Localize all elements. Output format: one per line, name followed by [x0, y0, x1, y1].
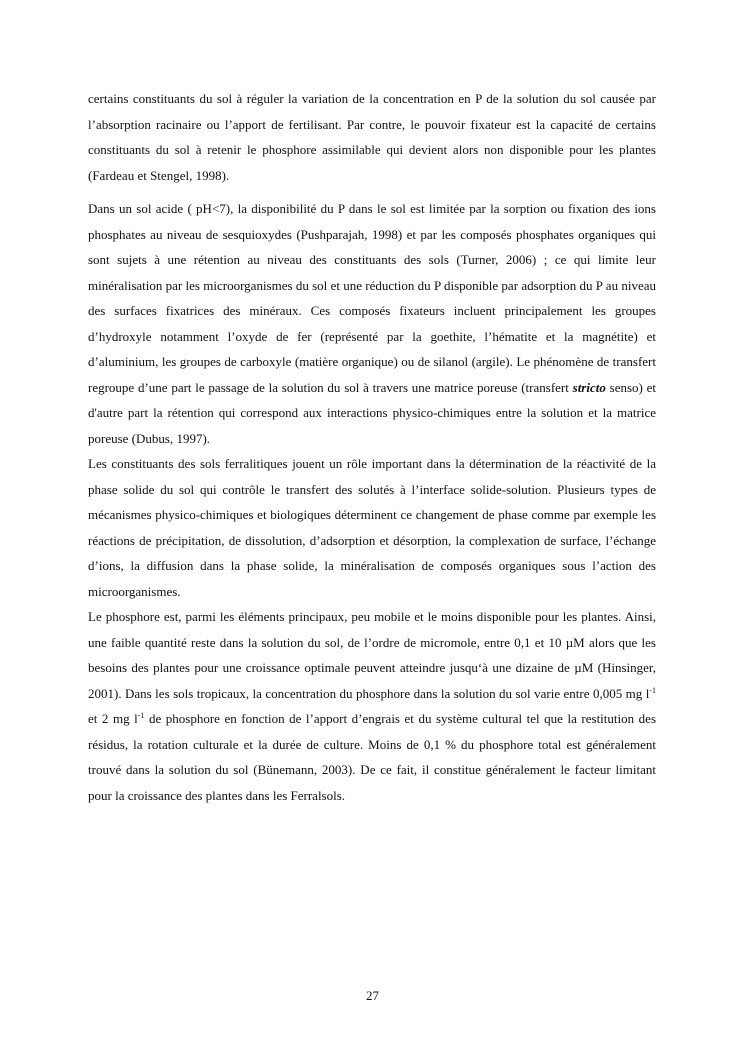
superscript: -1 [137, 711, 145, 720]
paragraph-1: certains constituants du sol à réguler la variation de la concentration en P de la solution du sol causée par l’absorption racinaire ou l’apport de fertilisant. Par contre, le pouvoir fixateur est la capacité de certains constituants du sol à retenir le phosphore assimilable qui devient alors non disponible pour les plantes (Fardeau et Stengel, 1998). [88, 91, 656, 183]
body-text [88, 86, 656, 808]
paragraph-4-text: Le phosphore est, parmi les éléments principaux, peu mobile et le moins disponible pour les plantes. Ainsi, une faible quantité reste dans la solution du sol, de l’ordre de micromole, entre 0,1 et 10 µM alors que les besoins des plantes pour une croissance optimale peuvent atteindre jusqu‘à une dizaine de µM (Hinsinger, 2001). Dans les sols tropicaux, la concentration du phosphore dans la solution du sol varie entre 0,005 mg l [88, 609, 656, 701]
paragraph-3: Les constituants des sols ferralitiques jouent un rôle important dans la détermination de la réactivité de la phase solide du sol qui contrôle le transfert des solutés à l’interface solide-solution. Plusieurs types de mécanismes physico-chimiques et biologiques déterminent ce changement de phase comme par exemple les réactions de précipitation, de dissolution, d’adsorption et désorption, la complexation de surface, l’échange d’ions, la diffusion dans la phase solide, la minéralisation de composés organiques sous l’action des microorganismes. [88, 456, 656, 599]
paragraph-2-text-end: senso) et d'autre part la rétention qui correspond aux interactions physico-chimiques entre la solution et la matrice poreuse (Dubus, 1997). [88, 379, 656, 446]
paragraph-2-text: Dans un sol acide ( pH<7), la disponibilité du P dans le sol est limitée par la sorption ou fixation des ions phosphates au niveau de sesquioxydes (Pushparajah, 1998) et par les composés phosphates organiques qui sont sujets à une rétention au niveau des constituants des sols (Turner, 2006) ; ce qui limite leur minéralisation par les microorganismes du sol et une réduction du P disponible par adsorption du P au niveau des surfaces fixatrices des minéraux. Ces composés fixateurs incluent principalement les groupes d’hydroxyle notamment l’oxyde de fer (représenté par la goethite, l’hématite et la magnétite) et d’aluminium, les groupes de carboxyle (matière organique) ou de silanol (argile). Le phénomène de transfert regroupe d’une part le passage de la solution du sol à travers une matrice poreuse (transfert [88, 201, 656, 395]
page-number: 27 [366, 988, 379, 1003]
paragraph-4 [88, 604, 656, 808]
emphasis-stricto: stricto [572, 379, 606, 395]
superscript: -1 [649, 685, 656, 695]
paragraph-4-text-end: de phosphore en fonction de l’apport d’engrais et du système cultural tel que la restitution des résidus, la rotation culturale et la durée de culture. Moins de 0,1 % du phosphore total est généralement trouvé dans la solution du sol (Bünemann, 2003). De ce fait, il constitue généralement le facteur limitant pour la croissance des plantes dans les Ferralsols. [88, 711, 656, 803]
paragraph-4-text-mid: et 2 mg l [88, 711, 138, 726]
paragraph-2 [88, 196, 656, 451]
